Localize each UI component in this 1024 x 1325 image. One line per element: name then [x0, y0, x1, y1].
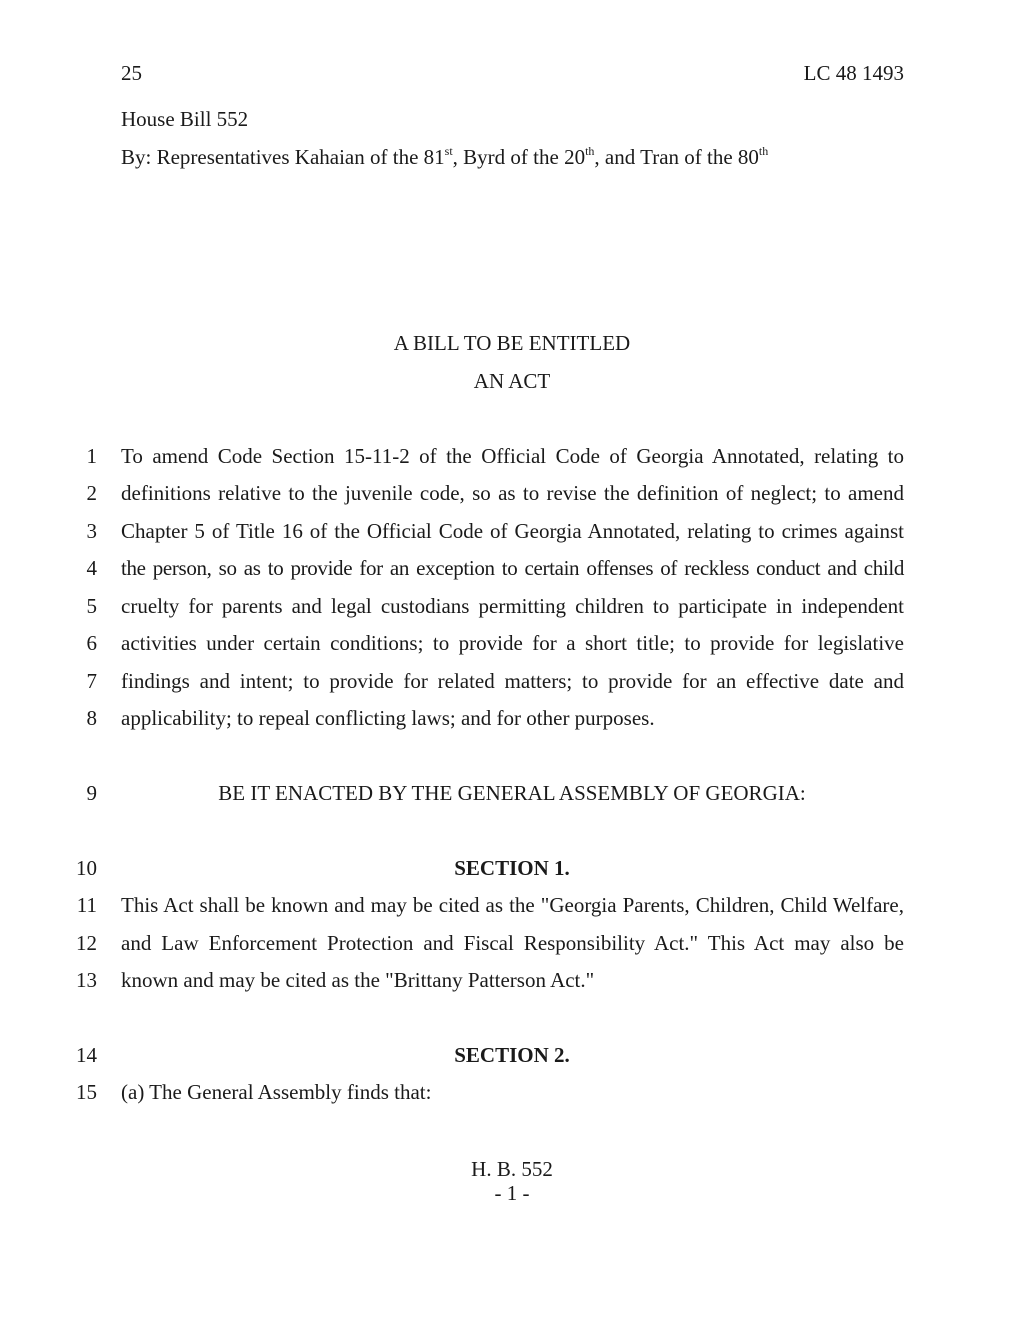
- bill-heading: A BILL TO BE ENTITLED: [393, 331, 631, 355]
- section-1-heading: SECTION 1.: [454, 856, 570, 880]
- bill-text-line: cruelty for parents and legal custodians permitting children to participate in independent: [121, 594, 904, 618]
- line-number: 1: [86, 444, 97, 468]
- act-heading: AN ACT: [473, 369, 551, 393]
- bill-text-line: This Act shall be known and may be cited as the "Georgia Parents, Children, Child Welfare,: [121, 893, 904, 917]
- lc-number: LC 48 1493: [803, 61, 904, 85]
- bill-text-line: findings and intent; to provide for related matters; to provide for an effective date and: [121, 669, 904, 693]
- footer-page-number: - 1 -: [494, 1181, 530, 1205]
- bill-text-line: known and may be cited as the "Brittany Patterson Act.": [121, 968, 595, 992]
- line-number: 11: [76, 893, 97, 917]
- line-number: 14: [76, 1043, 97, 1067]
- line-number: 8: [86, 706, 97, 730]
- footer-bill-ref: H. B. 552: [471, 1157, 553, 1181]
- page-prefix-number: 25: [121, 61, 142, 85]
- sponsors-line: [121, 144, 768, 170]
- enacting-clause: BE IT ENACTED BY THE GENERAL ASSEMBLY OF GEORGIA:: [218, 781, 806, 805]
- bill-text-line: and Law Enforcement Protection and Fiscal Responsibility Act." This Act may also be: [121, 931, 904, 955]
- bill-text-line: (a) The General Assembly finds that:: [121, 1080, 432, 1104]
- line-number: 10: [76, 856, 97, 880]
- sponsors-mid-2: , and Tran of the 80: [594, 145, 759, 169]
- line-number: 13: [76, 968, 97, 992]
- bill-text-line: activities under certain conditions; to provide for a short title; to provide for legislative: [121, 631, 904, 655]
- line-number: 2: [86, 481, 97, 505]
- sponsors-prefix: By: Representatives Kahaian of the 81: [121, 145, 445, 169]
- line-number: 3: [86, 519, 97, 543]
- bill-text-line: definitions relative to the juvenile code, so as to revise the definition of neglect; to amend: [121, 481, 904, 505]
- sponsors-mid-1: , Byrd of the 20: [452, 145, 586, 169]
- bill-text-line: To amend Code Section 15-11-2 of the Official Code of Georgia Annotated, relating to: [121, 444, 904, 468]
- line-number: 5: [86, 594, 97, 618]
- section-2-heading: SECTION 2.: [454, 1043, 570, 1067]
- line-number: 12: [76, 931, 97, 955]
- bill-text-line: Chapter 5 of Title 16 of the Official Code of Georgia Annotated, relating to crimes against: [121, 519, 904, 543]
- line-number: 6: [86, 631, 97, 655]
- line-number: 9: [86, 781, 97, 805]
- line-number: 15: [76, 1080, 97, 1104]
- sponsors-sup-1: st: [444, 144, 453, 158]
- line-number: 4: [86, 556, 97, 580]
- line-number: 7: [86, 669, 97, 693]
- bill-title: House Bill 552: [121, 107, 249, 131]
- sponsors-sup-2: th: [585, 144, 595, 158]
- bill-text-line: applicability; to repeal conflicting laws; and for other purposes.: [121, 706, 655, 730]
- bill-text-line: the person, so as to provide for an exception to certain offenses of reckless conduct and child: [121, 556, 904, 580]
- sponsors-sup-3: th: [758, 144, 769, 158]
